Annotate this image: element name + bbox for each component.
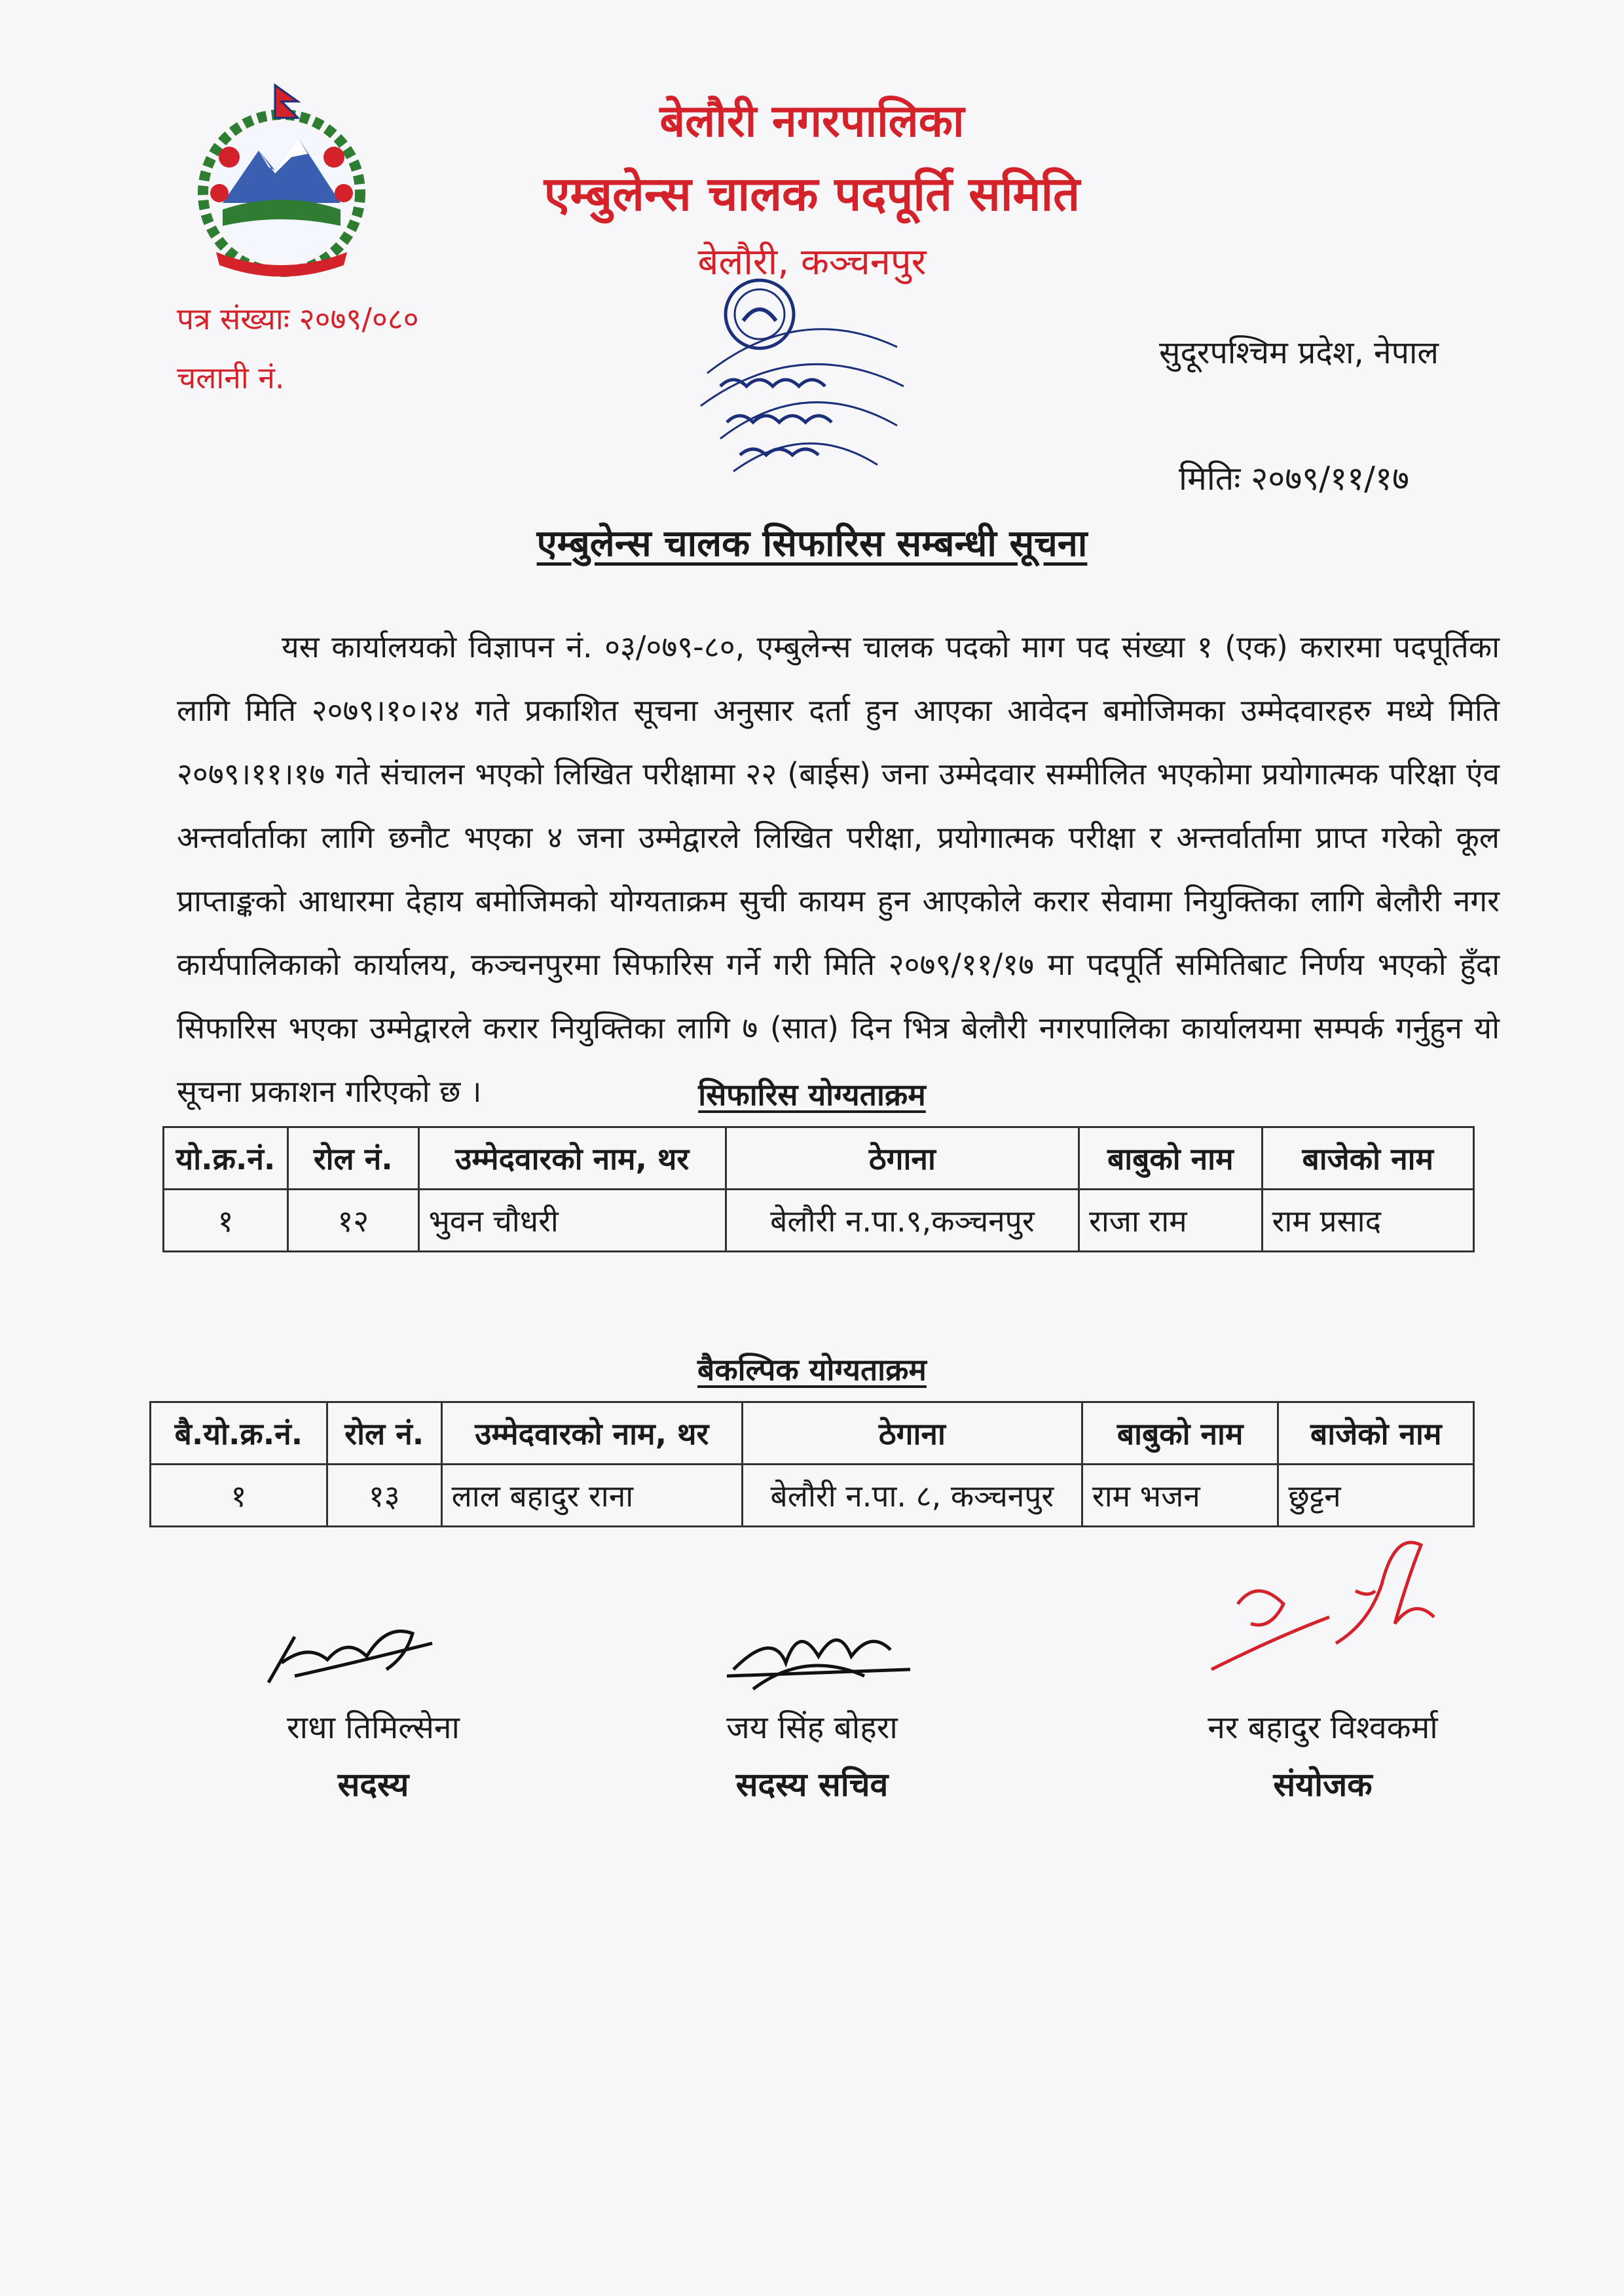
table-cell: १ <box>164 1190 288 1252</box>
signatory-1-name: राधा तिमिल्सेना <box>287 1709 460 1746</box>
notice-date: मितिः २०७९/११/१७ <box>1179 460 1409 498</box>
table-cell: १२ <box>287 1190 418 1252</box>
committee-name: एम्बुलेन्स चालक पदपूर्ति समिति <box>544 166 1080 221</box>
signatory-3-role: संयोजक <box>1273 1766 1373 1804</box>
recommended-table <box>162 1126 1475 1252</box>
notice-body: यस कार्यालयको विज्ञापन नं. ०३/०७९-८०, एम्बुलेन्स चालक पदको माग पद संख्या १ (एक) करारमा पदपूर्तिका लागि मिति २०७९।१०।२४ गते प्रकाशित सूचना अनुसार दर्ता हुन आएका आवेदन बमोजिमका उम्मेदवारहरु मध्ये मिति २०७९।११।१७ गते संचालन भएको लिखित परीक्षामा २२ (बाईस) जना उम्मेदवार सम्मीलित भएकोमा प्रयोगात्मक परिक्षा एंव अन्तर्वार्ताका लागि छनौट भएका ४ जना उम्मेद्वारले लिखित परीक्षा, प्रयोगात्मक परीक्षा र अन्तर्वार्तामा प्राप्त गरेको कूल प्राप्ताङ्कको आधारमा देहाय बमोजिमको योग्यताक्रम सुची कायम हुन आएकोले करार सेवामा नियुक्तिका लागि बेलौरी नगर कार्यपालिकाको कार्यालय, कञ्चनपुरमा सिफारिस गर्ने गरी मिति २०७९/११/१७ मा पदपूर्ति समितिबाट निर्णय भएको हुँदा सिफारिस भएका उम्मेद्वारले करार नियुक्तिका लागि ७ (सात) दिन भित्र बेलौरी नगरपालिका कार्यालयमा सम्पर्क गर्नुहुन यो सूचना प्रकाशन गरिएको छ । <box>177 629 1500 1109</box>
table-cell: बेलौरी न.पा.९,कञ्चनपुर <box>726 1190 1079 1252</box>
province-text: सुदूरपश्चिम प्रदेश, नेपाल <box>1159 335 1439 371</box>
column-header: उम्मेदवारको नाम, थर <box>418 1127 726 1190</box>
alternate-heading <box>0 1349 1624 1389</box>
column-header: बै.यो.क्र.नं. <box>151 1402 327 1465</box>
table-cell: १ <box>151 1465 327 1527</box>
notice-title-text: एम्बुलेन्स चालक सिफारिस सम्बन्धी सूचना <box>536 522 1088 565</box>
column-header: रोल नं. <box>327 1402 441 1465</box>
recommended-heading <box>0 1074 1624 1114</box>
letter-number: पत्र संख्याः २०७९/०८० <box>177 301 419 337</box>
column-header: बाजेको नाम <box>1278 1402 1474 1465</box>
column-header: बाबुको नाम <box>1079 1127 1263 1190</box>
table-header-row <box>151 1402 1474 1465</box>
column-header: बाजेको नाम <box>1262 1127 1473 1190</box>
office-stamp-icon <box>681 275 917 498</box>
table-cell: राम प्रसाद <box>1262 1190 1473 1252</box>
column-header: ठेगाना <box>742 1402 1082 1465</box>
signatory-1-role: सदस्य <box>337 1766 409 1804</box>
column-header: उम्मेदवारको नाम, थर <box>441 1402 742 1465</box>
column-header: यो.क्र.नं. <box>164 1127 288 1190</box>
signature-1-icon <box>255 1597 452 1702</box>
signatory-3-name: नर बहादुर विश्वकर्मा <box>1208 1709 1438 1746</box>
table-cell: लाल बहादुर राना <box>441 1465 742 1527</box>
table-cell: राम भजन <box>1082 1465 1278 1527</box>
column-header: रोल नं. <box>287 1127 418 1190</box>
table-cell: बेलौरी न.पा. ८, कञ्चनपुर <box>742 1465 1082 1527</box>
signatory-2-role: सदस्य सचिव <box>735 1766 889 1804</box>
signature-3-icon <box>1198 1506 1473 1702</box>
column-header: बाबुको नाम <box>1082 1402 1278 1465</box>
dispatch-number: चलानी नं. <box>177 360 285 395</box>
signatory-2-name: जय सिंह बोहरा <box>726 1709 898 1746</box>
column-header: ठेगाना <box>726 1127 1079 1190</box>
office-name: बेलौरी नगरपालिका <box>659 96 965 147</box>
recommended-heading-text: सिफारिस योग्यताक्रम <box>698 1077 926 1112</box>
table-row <box>164 1190 1474 1252</box>
alternate-heading-text: बैकल्पिक योग्यताक्रम <box>697 1352 927 1387</box>
table-cell: राजा राम <box>1079 1190 1263 1252</box>
table-cell: छुट्टन <box>1278 1465 1474 1527</box>
notice-title <box>0 517 1624 567</box>
signature-2-icon <box>714 1604 923 1702</box>
table-header-row <box>164 1127 1474 1190</box>
table-cell: भुवन चौधरी <box>418 1190 726 1252</box>
office-address: बेलौरी, कञ्चनपुर <box>697 241 927 283</box>
table-cell: १३ <box>327 1465 441 1527</box>
